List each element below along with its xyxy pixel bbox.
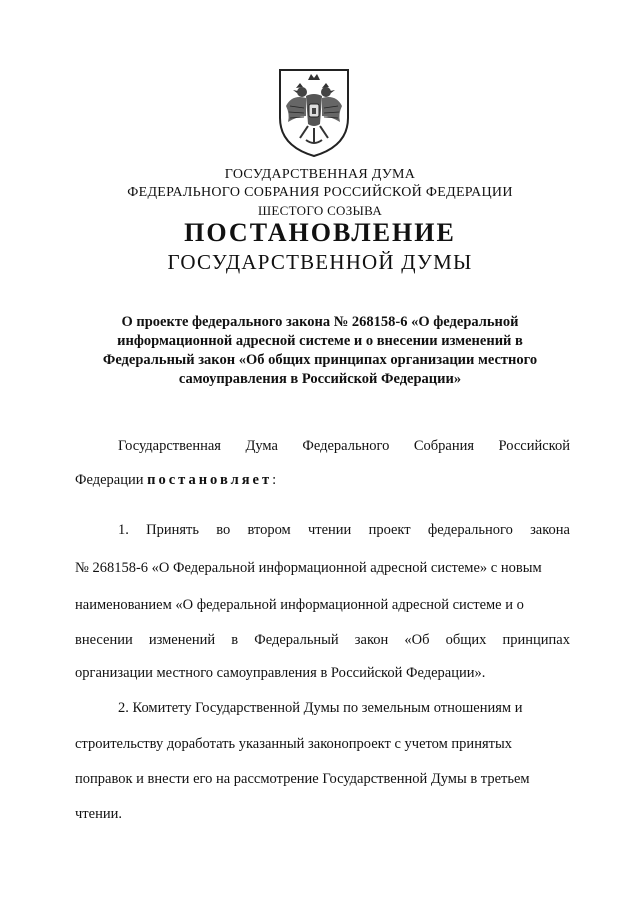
double-headed-eagle-icon (276, 66, 352, 158)
word: во (216, 522, 231, 538)
word: принципах (502, 632, 570, 648)
word: закона (530, 522, 570, 538)
colon: : (272, 472, 277, 488)
word: общих (445, 632, 487, 648)
word: Собрания (413, 438, 475, 454)
paragraph-2-line: строительству доработать указанный законопроект с учетом принятых (75, 736, 512, 752)
word: внесении (75, 632, 133, 648)
paragraph-1-line (75, 632, 570, 649)
word: Российской (498, 438, 570, 454)
word: Федерального (302, 438, 390, 454)
duma-header-line: ГОСУДАРСТВЕННАЯ ДУМА (224, 167, 416, 182)
subject-line: информационной адресной системе и о внесении изменений в (117, 333, 523, 349)
word: Государственная (118, 438, 221, 454)
paragraph-1-line: организации местного самоуправления в Российской Федерации». (75, 665, 486, 681)
resolves-word: постановляет (147, 472, 273, 488)
paragraph-1-line: № 268158-6 «О Федеральной информационной адресной системе» с новым (75, 560, 542, 576)
paragraph-2-line: чтении. (75, 806, 122, 822)
document-title: ПОСТАНОВЛЕНИЕ (184, 218, 456, 247)
federal-assembly-header-line: ФЕДЕРАЛЬНОГО СОБРАНИЯ РОССИЙСКОЙ ФЕДЕРАЦИИ (127, 185, 513, 200)
word: проект (368, 522, 411, 538)
paragraph-1-line: наименованием «О федеральной информационной адресной системе и о (75, 597, 524, 613)
coat-of-arms-emblem (276, 66, 352, 158)
word: изменений (148, 632, 216, 648)
paragraph-2-line: поправок и внести его на рассмотрение Государственной Думы в третьем (75, 771, 530, 787)
word: в (231, 632, 239, 648)
subject-line: самоуправления в Российской Федерации» (178, 371, 462, 387)
paragraph-1-line (118, 522, 570, 539)
document-subtitle: ГОСУДАРСТВЕННОЙ ДУМЫ (167, 250, 473, 274)
word: Федеральный (254, 632, 339, 648)
word: 1. (118, 522, 129, 538)
word: «Об (404, 632, 430, 648)
preamble-line (118, 438, 570, 455)
word: втором (247, 522, 291, 538)
subject-line: О проекте федерального закона № 268158-6 «О федеральной (121, 314, 519, 330)
preamble-line (75, 472, 570, 489)
resolution-subject (70, 313, 570, 389)
word: чтении (307, 522, 352, 538)
word: Принять (146, 522, 199, 538)
convocation-header-line: ШЕСТОГО СОЗЫВА (257, 203, 383, 218)
word: Дума (245, 438, 278, 454)
word: Федерации (75, 472, 144, 488)
subject-line: Федеральный закон «Об общих принципах организации местного (102, 352, 538, 368)
paragraph-2-line: 2. Комитету Государственной Думы по земельным отношениям и (118, 700, 523, 716)
word: федерального (427, 522, 513, 538)
word: закон (354, 632, 389, 648)
